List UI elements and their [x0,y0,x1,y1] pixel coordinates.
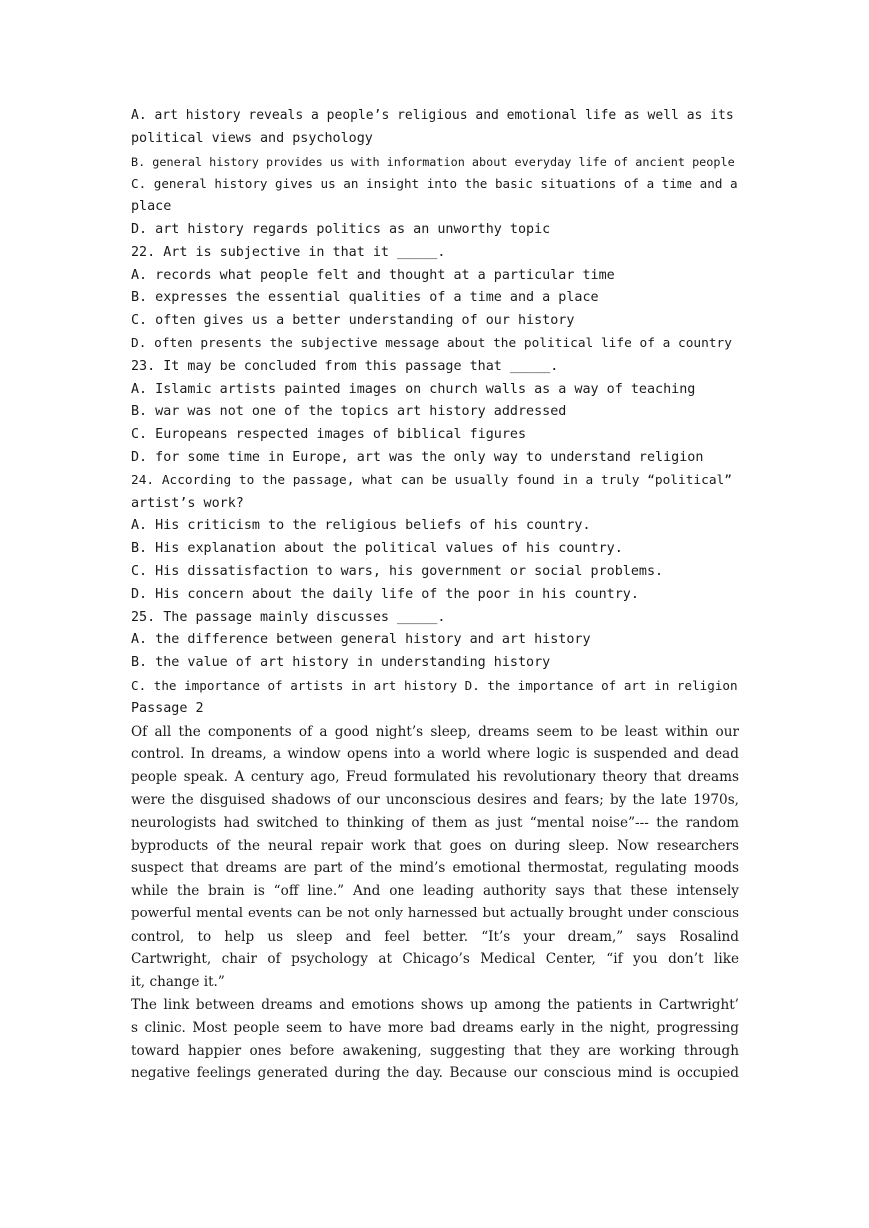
passage-line: control. In dreams, a window opens into a world where logic is suspended and dead [131,746,739,763]
passage-line: The link between dreams and emotions shows up among the patients in Cartwright’ [131,997,739,1014]
option-line: C. His dissatisfaction to wars, his government or social problems. [131,563,664,579]
option-line: political views and psychology [131,130,373,146]
question-24: 24. According to the passage, what can be usually found in a truly “political” [131,472,732,488]
passage-line: Of all the components of a good night’s sleep, dreams seem to be least within our [131,723,739,740]
question-22: 22. Art is subjective in that it _____. [131,244,446,260]
passage-line: toward happier ones before awakening, suggesting that they are working through [131,1042,739,1059]
passage-line: were the disguised shadows of our unconscious desires and fears; by the late 1970s, [131,791,739,808]
option-line: A. His criticism to the religious beliefs of his country. [131,518,591,534]
option-line: A. Islamic artists painted images on church walls as a way of teaching [131,381,696,397]
passage-line: Cartwright, chair of psychology at Chicago’s Medical Center, “if you don’t like [131,951,739,968]
option-line: C. often gives us a better understanding of our history [131,313,575,329]
option-line: B. the value of art history in understanding history [131,655,551,671]
option-line: A. art history reveals a people’s religious and emotional life as well as its [131,108,734,123]
option-line: A. records what people felt and thought at a particular time [131,267,615,283]
option-line: D. His concern about the daily life of the poor in his country. [131,586,639,602]
passage-line: s clinic. Most people seem to have more bad dreams early in the night, progressing [131,1019,739,1036]
option-line: C. Europeans respected images of biblical figures [131,427,527,443]
question-23: 23. It may be concluded from this passage that _____. [131,358,559,374]
option-line: B. His explanation about the political values of his country. [131,541,623,557]
passage-line: it, change it.” [131,974,225,991]
passage-line: control, to help us sleep and feel better. “It’s your dream,” says Rosalind [131,928,739,945]
option-line: B. war was not one of the topics art history addressed [131,404,567,420]
passage-line: neurologists had switched to thinking of them as just “mental noise”--- the random [131,814,739,831]
option-line: place [131,199,172,215]
passage-heading: Passage 2 [131,700,204,716]
passage-line: suspect that dreams are part of the mind’s emotional thermostat, regulating moods [131,860,739,877]
option-line: B. expresses the essential qualities of a time and a place [131,290,599,306]
option-line: A. the difference between general history and art history [131,632,591,648]
question-25: 25. The passage mainly discusses _____. [131,609,446,625]
option-line: C. the importance of artists in art history D. the importance of art in religion [131,677,738,693]
option-line: D. for some time in Europe, art was the only way to understand religion [131,449,704,465]
passage-line: people speak. A century ago, Freud formulated his revolutionary theory that dreams [131,769,739,786]
passage-line: powerful mental events can be not only harnessed but actually brought under conscious [131,905,739,921]
option-line: C. general history gives us an insight into the basic situations of a time and a [131,176,738,192]
option-line: D. art history regards politics as an unworthy topic [131,221,551,237]
option-line: B. general history provides us with information about everyday life of ancient people [131,154,735,169]
document-page [131,105,739,1085]
passage-line: byproducts of the neural repair work that goes on during sleep. Now researchers [131,837,739,854]
option-line: D. often presents the subjective message about the political life of a country [131,335,732,351]
passage-line: while the brain is “off line.” And one leading authority says that these intensely [131,883,739,900]
passage-line: negative feelings generated during the day. Because our conscious mind is occupied [131,1065,739,1082]
question-24-continued: artist’s work? [131,495,244,511]
